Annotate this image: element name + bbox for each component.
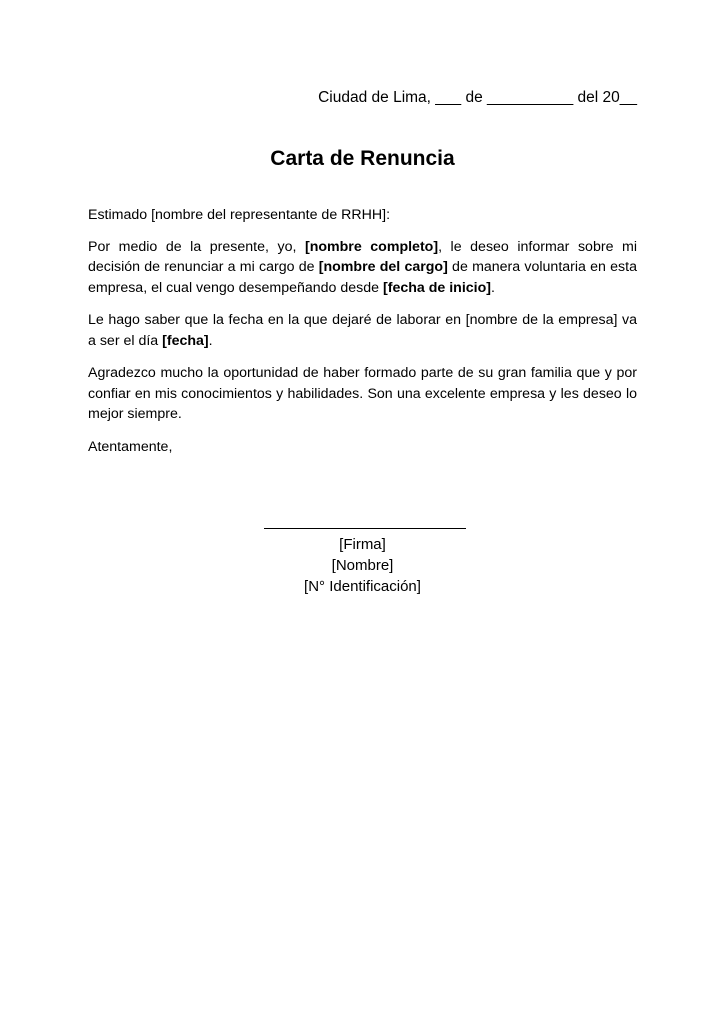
document-title: Carta de Renuncia — [270, 147, 455, 170]
paragraph-text: , le deseo informar sobre mi decisión de renunciar a mi cargo de — [88, 238, 637, 275]
placeholder-full-name: [nombre completo] — [304, 238, 439, 255]
signature-block — [0, 528, 725, 597]
signature-identificacion: [N° Identificación] — [304, 578, 421, 595]
signature-firma: [Firma] — [339, 536, 386, 553]
paragraph-text: Le hago saber que la fecha en la que dejaré de laborar en [nombre de la empresa] va a ser el día — [88, 312, 637, 349]
placeholder-start-date: [fecha de inicio] — [383, 279, 491, 296]
paragraph-text: . — [491, 279, 495, 296]
paragraph-text: de manera voluntaria en esta empresa, el cual vengo desempeñando desde — [88, 259, 637, 296]
date-line: Ciudad de Lima, ___ de __________ del 20__ — [318, 89, 637, 106]
paragraph-last-day — [88, 310, 637, 351]
paragraph-thanks: Agradezco mucho la oportunidad de haber formado parte de su gran familia que y por confiar en mis conocimientos y habilidades. Son una excelente empresa y les deseo lo mejor siempre. — [88, 365, 637, 422]
placeholder-position-name: [nombre del cargo] — [318, 259, 448, 275]
salutation: Estimado [nombre del representante de RRHH]: — [88, 207, 391, 223]
closing: Atentamente, — [88, 438, 173, 455]
paragraph-text: . — [208, 332, 213, 349]
paragraph-resignation — [88, 237, 637, 299]
letter-body — [88, 205, 637, 469]
signature-nombre: [Nombre] — [331, 557, 394, 574]
paragraph-text: Por medio de la presente, yo, — [88, 238, 305, 255]
placeholder-date: [fecha] — [162, 332, 209, 349]
signature-line — [264, 528, 466, 529]
